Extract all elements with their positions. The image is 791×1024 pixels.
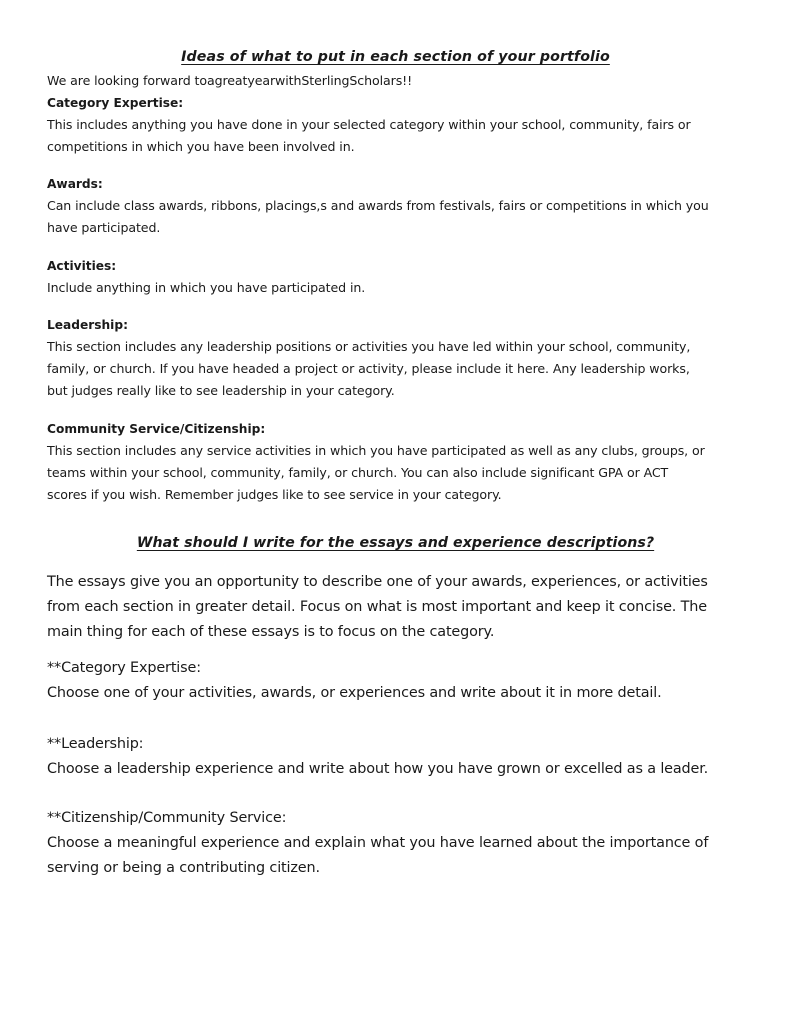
section-awards: [47, 173, 709, 239]
essay-item-text: Choose a meaningful experience and explain what you have learned about the importance of: [47, 835, 709, 851]
section-community-service: [47, 418, 705, 506]
section-text-line: but judges really like to see leadership in your category.: [47, 383, 395, 398]
essay-item-category-expertise: [47, 656, 662, 706]
section-activities: [47, 255, 365, 299]
section-category-expertise: [47, 92, 691, 158]
section-heading: Awards:: [47, 177, 103, 191]
essays-intro: [47, 570, 708, 645]
section-text-line: Can include class awards, ribbons, placings,s and awards from festivals, fairs or competitions in which you: [47, 198, 709, 213]
section-text-line: This section includes any service activities in which you have participated as well as any clubs, groups, or: [47, 443, 705, 458]
section-heading: Activities:: [47, 259, 117, 273]
section-text-line: competitions in which you have been involved in.: [47, 139, 355, 154]
document-title: Ideas of what to put in each section of your portfolio: [181, 49, 610, 65]
essays-intro-line: main thing for each of these essays is to focus on the category.: [47, 624, 495, 640]
essay-item-text: serving or being a contributing citizen.: [47, 860, 320, 876]
essay-item-text: Choose one of your activities, awards, or experiences and write about it in more detail.: [47, 685, 662, 701]
essays-intro-line: from each section in greater detail. Focus on what is most important and keep it concise. The: [47, 599, 707, 615]
section-heading: Community Service/Citizenship:: [47, 422, 266, 436]
section-text-line: family, or church. If you have headed a project or activity, please include it here. Any leadership works,: [47, 361, 690, 376]
essay-item-heading: **Leadership:: [47, 736, 144, 752]
section-heading: Leadership:: [47, 318, 128, 332]
essay-item-citizenship: [47, 806, 708, 881]
essay-item-leadership: [47, 732, 708, 782]
section-heading: Category Expertise:: [47, 96, 184, 110]
section-text-line: This includes anything you have done in your selected category within your school, community, fairs or: [47, 117, 691, 132]
essays-intro-line: The essays give you an opportunity to describe one of your awards, experiences, or activities: [47, 574, 708, 590]
intro-text: We are looking forward toagreatyearwithSterlingScholars!!: [47, 73, 413, 88]
section-text-line: scores if you wish. Remember judges like to see service in your category.: [47, 487, 502, 502]
essay-item-text: Choose a leadership experience and write about how you have grown or excelled as a leader.: [47, 761, 709, 777]
section-leadership: [47, 314, 690, 402]
section-text-line: have participated.: [47, 220, 161, 235]
section-text-line: This section includes any leadership positions or activities you have led within your school, community,: [47, 339, 691, 354]
section-text-line: Include anything in which you have participated in.: [47, 280, 366, 295]
essays-title: What should I write for the essays and experience descriptions?: [136, 535, 655, 551]
essay-item-heading: **Category Expertise:: [47, 660, 201, 676]
section-text-line: teams within your school, community, family, or church. You can also include significant GPA or ACT: [47, 465, 669, 480]
essay-item-heading: **Citizenship/Community Service:: [47, 810, 287, 826]
